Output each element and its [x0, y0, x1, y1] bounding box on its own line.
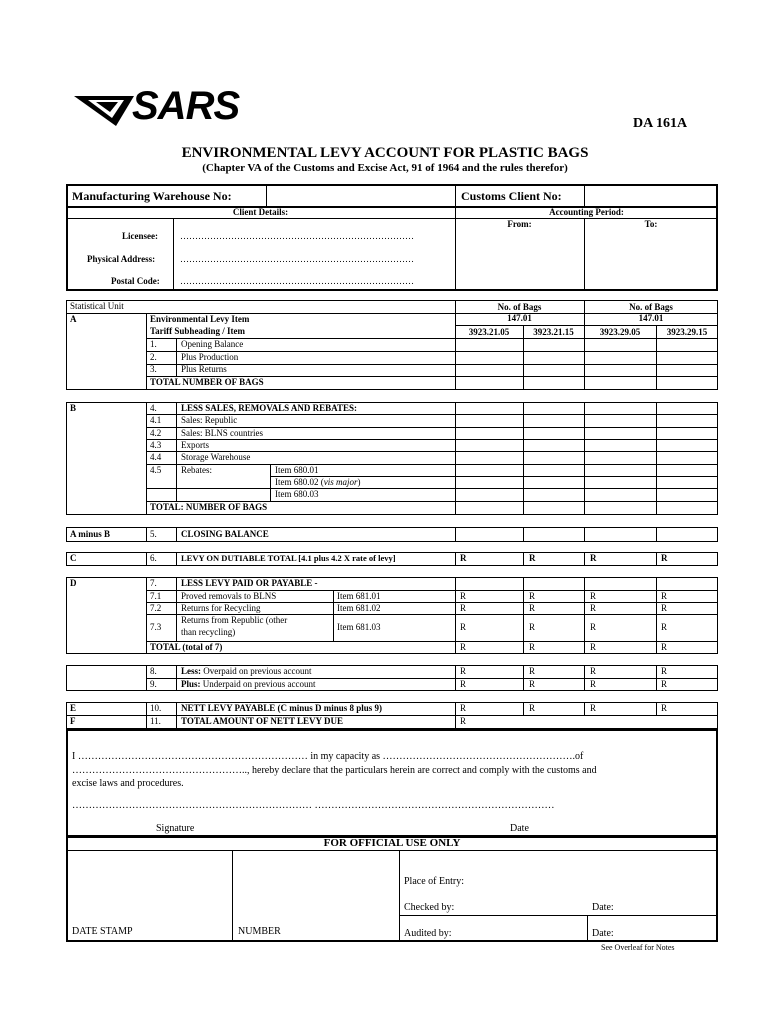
- levy-item-code-2: 147.01: [638, 313, 664, 323]
- row-number: 4.3: [150, 440, 162, 450]
- less-levy-paid-heading: LESS LEVY PAID OR PAYABLE -: [181, 578, 318, 588]
- row-number: 4.: [150, 403, 157, 413]
- closing-balance-row: [66, 527, 718, 542]
- declaration-line-2[interactable]: …………………………………………….., hereby declare that the particulars herein are correct and comply with the customs and: [72, 765, 597, 776]
- period-from-label: From:: [507, 219, 532, 229]
- nett-levy-payable-label: NETT LEVY PAYABLE (C minus D minus 8 plus 9): [181, 703, 382, 713]
- rand-symbol: R: [529, 622, 536, 632]
- exports-label: Exports: [181, 440, 209, 450]
- rand-symbol: R: [661, 703, 668, 713]
- licensee-field[interactable]: ……………………………………………………………………: [180, 231, 414, 241]
- warehouse-label: Manufacturing Warehouse No:: [72, 189, 232, 203]
- storage-warehouse-label: Storage Warehouse: [181, 452, 251, 462]
- row-number: 5.: [150, 529, 157, 539]
- levy-dutiable-total-label: LEVY ON DUTIABLE TOTAL [4.1 plus 4.2 X rate of levy]: [181, 553, 396, 563]
- returns-republic-label: Returns from Republic (other: [181, 615, 288, 625]
- rand-symbol: R: [460, 591, 467, 601]
- tariff-code: 3923.21.15: [533, 327, 574, 337]
- rebate-item-680-03: Item 680.03: [275, 489, 319, 499]
- section-b-table: [66, 402, 718, 515]
- form-code: DA 161A: [633, 116, 688, 131]
- date-stamp-label: DATE STAMP: [72, 926, 133, 937]
- env-levy-item-label: Environmental Levy Item: [150, 314, 250, 324]
- sales-republic-label: Sales: Republic: [181, 415, 238, 425]
- row-number: 3.: [150, 364, 157, 374]
- closing-balance-label: CLOSING BALANCE: [181, 529, 269, 539]
- item-681-02: Item 681.02: [337, 603, 381, 613]
- rand-symbol: R: [460, 603, 467, 613]
- audited-by-label: Audited by:: [404, 928, 452, 939]
- section-d-letter: D: [70, 578, 77, 588]
- statistical-unit-label: Statistical Unit: [70, 301, 124, 311]
- section-b-letter: B: [70, 403, 77, 413]
- tariff-code: 3923.29.15: [666, 327, 708, 337]
- plus-returns-label: Plus Returns: [181, 364, 227, 374]
- form-title: ENVIRONMENTAL LEVY ACCOUNT FOR PLASTIC BAGS: [181, 145, 589, 161]
- postal-code-label: Postal Code:: [111, 276, 160, 286]
- rand-symbol: R: [590, 553, 597, 563]
- item-681-03: Item 681.03: [337, 622, 381, 632]
- section-a-letter: A: [70, 314, 77, 324]
- row-number: 1.: [150, 339, 157, 349]
- section-f-letter: F: [70, 716, 76, 726]
- row-number: 4.1: [150, 415, 162, 425]
- rand-symbol: R: [460, 679, 467, 689]
- row-number: 10.: [150, 703, 162, 713]
- plus-production-label: Plus Production: [181, 352, 239, 362]
- proved-removals-label: Proved removals to BLNS: [181, 591, 277, 601]
- no-of-bags-header-2: No. of Bags: [629, 302, 673, 312]
- number-label: NUMBER: [238, 926, 281, 937]
- row-number: 4.5: [150, 465, 162, 475]
- rand-symbol: R: [529, 666, 536, 676]
- rand-symbol: R: [661, 591, 668, 601]
- rand-symbol: R: [460, 666, 467, 676]
- warehouse-number-field[interactable]: [268, 186, 454, 205]
- rand-symbol: R: [590, 622, 597, 632]
- levy-item-code-1: 147.01: [507, 313, 532, 323]
- row-number: 9.: [150, 679, 157, 689]
- checked-by-label: Checked by:: [404, 902, 455, 913]
- rand-symbol: R: [529, 603, 536, 613]
- customs-client-field[interactable]: [586, 186, 716, 205]
- a-minus-b-label: A minus B: [70, 529, 111, 539]
- declaration-line-1[interactable]: I …………………………………………………………… in my capacity as ………………………………………………….of: [72, 751, 584, 762]
- total-nett-levy-due-label: TOTAL AMOUNT OF NETT LEVY DUE: [181, 716, 343, 726]
- postal-code-field[interactable]: ……………………………………………………………………: [180, 276, 414, 286]
- overpaid-label: Less: Overpaid on previous account: [181, 666, 312, 676]
- row-number: 8.: [150, 666, 157, 676]
- tariff-code: 3923.29.05: [599, 327, 641, 337]
- row-number: 4.4: [150, 452, 162, 462]
- rand-symbol: R: [590, 679, 597, 689]
- official-use-box: [66, 836, 718, 942]
- row-number: 4.2: [150, 428, 162, 438]
- rand-symbol: R: [529, 642, 536, 652]
- logo-text: SARS: [132, 84, 240, 128]
- rand-symbol: R: [529, 591, 536, 601]
- section-c-letter: C: [70, 553, 77, 563]
- rand-symbol: R: [529, 703, 536, 713]
- row-number: 7.3: [150, 622, 162, 632]
- sars-logo: [74, 84, 244, 130]
- tariff-subheading-label: Tariff Subheading / Item: [150, 326, 245, 336]
- rand-symbol: R: [460, 716, 467, 726]
- rand-symbol: R: [590, 666, 597, 676]
- item-681-01: Item 681.01: [337, 591, 381, 601]
- rand-symbol: R: [460, 553, 467, 563]
- rand-symbol: R: [529, 553, 536, 563]
- rand-symbol: R: [460, 622, 467, 632]
- licensee-label: Licensee:: [122, 231, 158, 241]
- row-number: 7.1: [150, 591, 162, 601]
- rand-symbol: R: [661, 642, 668, 652]
- rebate-item-680-01: Item 680.01: [275, 465, 319, 475]
- audited-date-label: Date:: [592, 928, 614, 939]
- section-e-letter: E: [70, 703, 77, 713]
- form-subtitle: (Chapter VA of the Customs and Excise Act, 91 of 1964 and the rules therefor): [202, 162, 568, 174]
- row-number: 7.: [150, 578, 157, 588]
- sales-blns-label: Sales: BLNS countries: [181, 428, 263, 438]
- customs-client-label: Customs Client No:: [461, 189, 562, 203]
- see-overleaf-note: See Overleaf for Notes: [601, 943, 675, 952]
- physical-address-label: Physical Address:: [87, 254, 156, 264]
- rand-symbol: R: [590, 642, 597, 652]
- checked-date-label: Date:: [592, 902, 614, 913]
- row-number: 7.2: [150, 603, 162, 613]
- rand-symbol: R: [529, 679, 536, 689]
- rebate-item-680-02: Item 680.02 (vis major): [275, 477, 361, 487]
- declaration-line-3: excise laws and procedures.: [72, 778, 184, 789]
- rebates-label: Rebates:: [181, 465, 212, 475]
- rand-symbol: R: [590, 603, 597, 613]
- less-sales-heading: LESS SALES, REMOVALS AND REBATES:: [181, 403, 357, 413]
- rand-symbol: R: [590, 703, 597, 713]
- client-details-label: Client Details:: [232, 207, 289, 217]
- total-bags-label: TOTAL NUMBER OF BAGS: [150, 377, 264, 387]
- total-number-of-bags-label: TOTAL: NUMBER OF BAGS: [150, 502, 268, 512]
- total-of-7-label: TOTAL (total of 7): [150, 642, 223, 652]
- rand-symbol: R: [460, 642, 467, 652]
- returns-recycling-label: Returns for Recycling: [181, 603, 261, 613]
- physical-address-field[interactable]: ……………………………………………………………………: [180, 254, 414, 264]
- signature-label: Signature: [156, 823, 195, 834]
- period-to-label: To:: [644, 219, 658, 229]
- returns-republic-label-cont: than recycling): [181, 627, 236, 637]
- rand-symbol: R: [661, 679, 668, 689]
- rand-symbol: R: [590, 591, 597, 601]
- tariff-code: 3923.21.05: [468, 327, 510, 337]
- row-number: 11.: [150, 716, 161, 726]
- rand-symbol: R: [661, 603, 668, 613]
- underpaid-label: Plus: Underpaid on previous account: [181, 679, 316, 689]
- rand-symbol: R: [661, 553, 668, 563]
- date-label: Date: [510, 823, 529, 834]
- rand-symbol: R: [460, 703, 467, 713]
- accounting-period-label: Accounting Period:: [549, 207, 624, 217]
- row-number: 6.: [150, 553, 157, 563]
- opening-balance-label: Opening Balance: [181, 339, 244, 349]
- signature-date-line[interactable]: ……………………………………………………………… ………………………………………………………………: [72, 800, 555, 811]
- rand-symbol: R: [661, 666, 668, 676]
- rand-symbol: R: [661, 622, 668, 632]
- no-of-bags-header-1: No. of Bags: [497, 302, 542, 312]
- official-use-heading: FOR OFFICIAL USE ONLY: [323, 837, 461, 849]
- place-of-entry-label: Place of Entry:: [404, 876, 464, 887]
- row-number: 2.: [150, 352, 157, 362]
